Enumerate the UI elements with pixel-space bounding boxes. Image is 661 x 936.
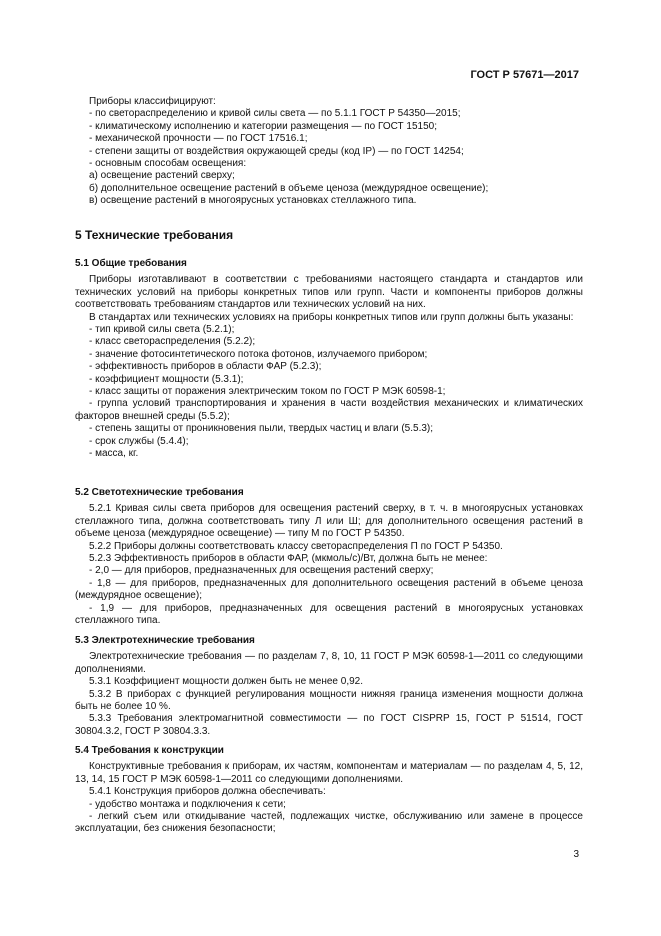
paragraph: В стандартах или технических условиях на приборы конкретных типов или групп должны быть указаны: (89, 311, 574, 323)
list-item: - группа условий транспортирования и хранения в части воздействия механических и климатических факторов внешней среды (5.5.2); (75, 398, 583, 422)
page-number: 3 (573, 849, 579, 860)
list-item: а) освещение растений сверху; (89, 170, 235, 182)
list-item: - 1,8 — для приборов, предназначенных для дополнительного освещения растений в объеме ценоза (междурядное освещение); (75, 577, 583, 602)
list-item: - тип кривой силы света (5.2.1); (89, 324, 235, 336)
list-item: в) освещение растений в многоярусных установках стеллажного типа. (89, 195, 417, 207)
list-item: - эффективность приборов в области ФАР (5.2.3); (89, 361, 322, 373)
list-item: - степень защиты от проникновения пыли, твердых частиц и влаги (5.5.3); (89, 423, 434, 435)
subsection-title: 5.4 Требования к конструкции (75, 745, 224, 756)
paragraph: Приборы изготавливают в соответствии с требованиями настоящего стандарта и стандартов или технических условий на приборы конкретных типов или групп. Части и компоненты приборов должны соответствовать требованиям стандартов или технических условий на них. (75, 274, 583, 311)
list-item: - 1,9 — для приборов, предназначенных для освещения растений в многоярусных установках стеллажного типа. (75, 602, 583, 627)
list-item: - механической прочности — по ГОСТ 17516.1; (89, 133, 308, 145)
paragraph: Конструктивные требования к приборам, их частям, компонентам и материалам — по разделам 4, 5, 12, 13, 14, 15 ГОСТ Р МЭК 60598-1—2011 со следующими дополнениями. (75, 761, 583, 785)
list-item: - удобство монтажа и подключения к сети; (89, 798, 286, 810)
list-item: - основным способам освещения: (89, 158, 247, 170)
list-item: - по светораспределению и кривой силы света — по 5.1.1 ГОСТ Р 54350—2015; (89, 108, 461, 120)
paragraph: 5.2.2 Приборы должны соответствовать классу светораспределения П по ГОСТ Р 54350. (89, 540, 503, 552)
list-item: - степени защиты от воздействия окружающей среды (код IP) — по ГОСТ 14254; (89, 145, 464, 157)
list-item: - климатическому исполнению и категории размещения — по ГОСТ 15150; (89, 120, 438, 132)
subsection-title: 5.1 Общие требования (75, 258, 187, 269)
section-5-4 (75, 745, 583, 836)
list-item: - легкий съем или откидывание частей, подлежащих чистке, обслуживанию или замене в процессе эксплуатации, без снижения безопасности; (75, 811, 583, 835)
paragraph: 5.3.1 Коэффициент мощности должен быть не менее 0,92. (89, 676, 364, 688)
document-id-header: ГОСТ Р 57671—2017 (470, 69, 579, 81)
list-item: - срок службы (5.4.4); (89, 435, 189, 447)
paragraph: 5.3.2 В приборах с функцией регулирования мощности нижняя граница изменения мощности должна быть не более 10 %. (75, 688, 583, 713)
section-5-3 (75, 635, 583, 738)
list-item: - масса, кг. (89, 448, 139, 460)
subsection-title: 5.3 Электротехнические требования (75, 635, 255, 646)
list-item: - значение фотосинтетического потока фотонов, излучаемого прибором; (89, 348, 428, 360)
subsection-title: 5.2 Светотехнические требования (75, 487, 244, 498)
list-item: - коэффициент мощности (5.3.1); (89, 373, 244, 385)
paragraph: 5.3.3 Требования электромагнитной совместимости — по ГОСТ CISPRP 15, ГОСТ Р 51514, ГОСТ 30804.3.2, ГОСТ Р 30804.3.3. (75, 713, 583, 737)
paragraph: 5.2.3 Эффективность приборов в области ФАР, (мкмоль/с)/Вт, должна быть не менее: (89, 553, 488, 565)
section-title: 5 Технические требования (75, 228, 234, 242)
list-item: б) дополнительное освещение растений в объеме ценоза (междурядное освещение); (89, 182, 489, 194)
classification-intro: Приборы классифицируют: (89, 96, 216, 107)
paragraph: 5.2.1 Кривая силы света приборов для освещения растений сверху, в т. ч. в многоярусных установках стеллажного типа, должна соответствовать типу Л или Ш; для дополнительного освещения растений в объеме ценоза (междурядное освещение) — типу М по ГОСТ Р 54350. (75, 503, 583, 540)
list-item: - класс защиты от поражения электрическим током по ГОСТ Р МЭК 60598-1; (89, 386, 446, 398)
section-5-1 (75, 258, 583, 461)
paragraph: 5.4.1 Конструкция приборов должна обеспечивать: (89, 786, 326, 798)
paragraph: Электротехнические требования — по разделам 7, 8, 10, 11 ГОСТ Р МЭК 60598-1—2011 со следующими дополнениями. (75, 651, 583, 675)
list-item: - 2,0 — для приборов, предназначенных для освещения растений сверху; (89, 565, 434, 577)
section-5-2 (75, 487, 583, 627)
list-item: - класс светораспределения (5.2.2); (89, 336, 256, 348)
classification-block (75, 96, 583, 208)
section-5-heading-block (75, 228, 583, 242)
